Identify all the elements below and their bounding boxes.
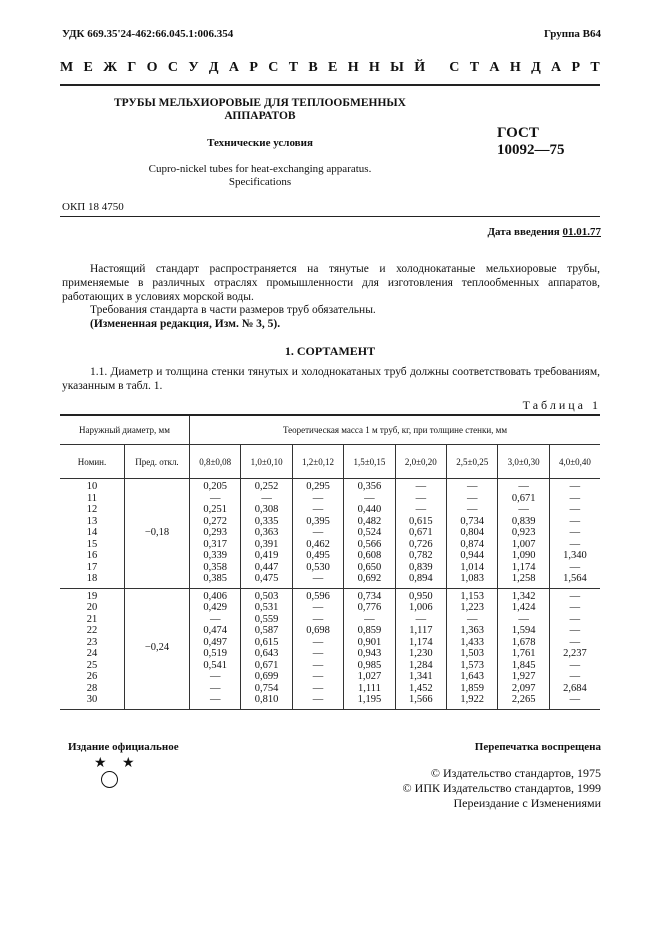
paragraph-requirement: Требования стандарта в части размеров труб обязательны. — [90, 304, 376, 316]
mass-value: 0,335 — [254, 515, 279, 527]
mass-value: 1,284 — [409, 659, 433, 671]
mass-value: — — [569, 636, 581, 648]
mass-value: 0,358 — [203, 561, 228, 573]
mass-value: 0,608 — [357, 550, 382, 561]
table-caption: Таблица 1 — [522, 398, 601, 412]
mass-value: 1,503 — [460, 648, 485, 659]
paragraph-amendment: (Измененная редакция, Изм. № 3, 5). — [90, 318, 281, 330]
banner-letter: Е — [328, 60, 338, 75]
table-group-2 — [60, 588, 600, 709]
mass-value: 0,419 — [254, 550, 279, 561]
mass-value: 0,671 — [409, 527, 433, 538]
mass-value: 1,223 — [460, 602, 485, 613]
mass-value: — — [312, 659, 324, 671]
mass-value: — — [364, 492, 375, 504]
nominal-diameter: 23 — [86, 636, 98, 648]
banner-letter: Н — [509, 60, 521, 75]
dimensions-table — [60, 414, 600, 710]
mass-value: — — [364, 613, 375, 625]
mass-value: 0,272 — [203, 515, 228, 527]
mass-value: 0,482 — [357, 515, 382, 527]
mass-value: — — [209, 671, 221, 682]
mass-value: — — [312, 573, 324, 584]
table-row — [60, 479, 600, 589]
english-title — [100, 163, 420, 189]
mass-value: 0,754 — [254, 682, 279, 694]
mass-value: 1,090 — [511, 550, 536, 561]
mass-value: 0,293 — [203, 527, 228, 538]
nominal-diameter: 21 — [86, 613, 98, 625]
paragraph-1-1: 1.1. Диаметр и толщина стенки тянутых и холоднокатаных труб должны соответствовать требованиям, указанным в табл. 1. — [62, 366, 600, 392]
mass-value: 0,385 — [203, 573, 228, 584]
cell-mass-column — [241, 588, 292, 709]
mass-value: — — [569, 504, 581, 515]
banner-letter: Т — [469, 60, 480, 75]
banner-letter: Г — [127, 60, 137, 75]
nominal-diameter: 17 — [86, 561, 98, 573]
date-value: 01.01.77 — [562, 226, 601, 238]
mass-value: — — [312, 602, 324, 613]
mass-value: — — [569, 613, 581, 625]
mass-value: — — [569, 602, 581, 613]
mass-value: — — [312, 492, 324, 504]
cell-nominal-diameters — [60, 588, 125, 709]
mass-value: 0,985 — [357, 659, 382, 671]
mass-value: 0,295 — [306, 481, 330, 492]
mass-value: — — [569, 590, 581, 602]
mass-value: 0,503 — [254, 590, 279, 602]
english-title-line2: Specifications — [228, 176, 292, 188]
group-code: Группа В64 — [543, 28, 601, 40]
banner-letter: С — [268, 60, 279, 75]
mass-value: 1,111 — [357, 682, 381, 694]
mass-value: 0,497 — [203, 636, 228, 648]
mass-value: — — [312, 504, 324, 515]
mass-value: 0,391 — [254, 538, 279, 550]
paragraph-scope: Настоящий стандарт распространяется на тянутые и холоднокатаные мельхиоровые трубы, применяемые в различных отраслях промышленности для изготовления теплообменных аппаратов, работающих в условиях морской воды. — [62, 263, 600, 303]
okp-code: ОКП 18 4750 — [62, 201, 124, 213]
top-rule — [60, 84, 600, 86]
mass-value: 0,944 — [460, 550, 485, 561]
mass-value: 1,153 — [460, 590, 485, 602]
mass-value: 0,776 — [357, 602, 382, 613]
cell-mass-column — [395, 479, 446, 589]
standard-banner — [60, 60, 600, 76]
nominal-diameter: 20 — [86, 602, 98, 613]
mass-value: — — [569, 625, 581, 636]
official-edition: Издание официальное — [68, 741, 179, 753]
cell-mass-column — [549, 479, 600, 589]
mass-value: 1,643 — [460, 671, 485, 682]
mass-value: 0,530 — [306, 561, 330, 573]
mass-value: — — [209, 682, 221, 694]
mass-value: — — [466, 613, 478, 625]
mass-value: — — [466, 504, 478, 515]
mass-value: — — [415, 504, 427, 515]
mass-value: 1,424 — [511, 602, 536, 613]
mass-value: 1,845 — [511, 659, 536, 671]
mass-value: 2,265 — [511, 694, 536, 705]
mass-value: 1,014 — [460, 561, 485, 573]
udk-code: УДК 669.35'24-462:66.045.1:006.354 — [62, 28, 234, 40]
table-subheader-row — [60, 445, 600, 479]
cell-mass-column — [395, 588, 446, 709]
mass-value: 0,541 — [203, 659, 228, 671]
mass-value: 0,943 — [357, 648, 382, 659]
cell-mass-column — [241, 479, 292, 589]
header-thickness: 0,8±0,08 — [190, 445, 241, 479]
mass-value: — — [569, 481, 581, 492]
mass-value: 0,671 — [254, 659, 279, 671]
mass-value: 1,927 — [511, 671, 536, 682]
nominal-diameter: 24 — [86, 648, 98, 659]
mass-value: 1,452 — [409, 682, 433, 694]
mass-value: 0,950 — [409, 590, 433, 602]
banner-letter: Ы — [390, 60, 404, 75]
mass-value: 1,433 — [460, 636, 485, 648]
cell-mass-column — [549, 588, 600, 709]
mass-value: 0,615 — [409, 515, 433, 527]
mass-value: 1,006 — [409, 602, 433, 613]
header-thickness: 1,2±0,12 — [292, 445, 343, 479]
mass-value: 0,615 — [254, 636, 279, 648]
stars-icon: ★ ★ — [94, 756, 141, 771]
mass-value: 0,734 — [357, 590, 382, 602]
mass-value: 1,678 — [511, 636, 536, 648]
mass-value: 1,027 — [357, 671, 382, 682]
nominal-diameter: 26 — [86, 671, 98, 682]
mass-value: 0,475 — [254, 573, 279, 584]
mass-value: — — [518, 504, 529, 515]
mass-value: 0,251 — [203, 504, 228, 515]
mass-value: 0,650 — [357, 561, 382, 573]
banner-letter: У — [188, 60, 199, 75]
header-thickness: 3,0±0,30 — [498, 445, 549, 479]
banner-letter: Т — [288, 60, 299, 75]
intro-date — [487, 226, 601, 238]
cell-mass-column — [498, 479, 549, 589]
mass-value: 1,195 — [357, 694, 382, 705]
mass-value: — — [312, 682, 324, 694]
nominal-diameter: 19 — [86, 590, 98, 602]
mass-value: — — [261, 492, 272, 504]
mass-value: 0,205 — [203, 481, 228, 492]
mass-value: 0,440 — [357, 504, 382, 515]
mass-value: 0,559 — [254, 613, 279, 625]
document-title: ТРУБЫ МЕЛЬХИОРОВЫЕ ДЛЯ ТЕПЛООБМЕННЫХ АППАРАТОВ — [114, 97, 406, 122]
header-thickness: 2,0±0,20 — [395, 445, 446, 479]
table-group-1 — [60, 479, 600, 589]
banner-letter: Й — [414, 60, 426, 75]
mass-value: 2,237 — [563, 648, 587, 659]
mass-value: 1,117 — [409, 625, 433, 636]
mass-value: 0,395 — [306, 515, 330, 527]
header-deviation: Пред. откл. — [125, 445, 190, 479]
mass-value: 0,734 — [460, 515, 485, 527]
header-nominal: Номин. — [60, 445, 125, 479]
copyright-1999: © ИПК Издательство стандартов, 1999 — [402, 781, 601, 795]
banner-letter — [435, 60, 439, 76]
mass-value: 0,839 — [511, 515, 536, 527]
banner-letter: А — [551, 60, 562, 75]
mass-value: — — [312, 694, 324, 705]
mass-value: 0,429 — [203, 602, 228, 613]
banner-letter: О — [146, 60, 158, 75]
mass-value: 0,566 — [357, 538, 382, 550]
mass-value: 0,874 — [460, 538, 485, 550]
mass-value: 0,406 — [203, 590, 228, 602]
mass-value: 0,671 — [511, 492, 536, 504]
mass-value: 1,007 — [511, 538, 536, 550]
mass-value: 1,566 — [409, 694, 433, 705]
mass-value: 0,252 — [254, 481, 279, 492]
mass-value: — — [312, 527, 324, 538]
mass-value: 1,363 — [460, 625, 485, 636]
mass-value: 1,174 — [511, 561, 536, 573]
nominal-diameter: 22 — [86, 625, 98, 636]
mass-value: 1,761 — [511, 648, 536, 659]
nominal-diameter: 12 — [86, 504, 98, 515]
banner-letter: Т — [590, 60, 600, 75]
header-thickness: 1,5±0,15 — [344, 445, 395, 479]
banner-letter: Д — [531, 60, 541, 75]
english-title-line1: Cupro-nickel tubes for heat-exchanging apparatus. — [148, 163, 372, 175]
nominal-diameter: 10 — [86, 481, 98, 492]
reprint-notice: Перепечатка воспрещена — [474, 741, 601, 753]
mass-value: — — [415, 492, 427, 504]
header-diameter: Наружный диаметр, мм — [60, 415, 190, 445]
mass-value: — — [466, 492, 478, 504]
mass-value: 0,447 — [254, 561, 279, 573]
mass-value: 1,859 — [460, 682, 485, 694]
banner-letter: Н — [368, 60, 380, 75]
nominal-diameter: 30 — [86, 694, 98, 705]
mass-value: 0,923 — [511, 527, 536, 538]
mass-value: — — [312, 648, 324, 659]
table-row — [60, 588, 600, 709]
mass-value: 1,342 — [511, 590, 536, 602]
cell-mass-column — [344, 479, 395, 589]
mass-value: 0,524 — [357, 527, 382, 538]
mass-value: — — [569, 671, 581, 682]
mass-value: — — [569, 538, 581, 550]
mass-value: 0,339 — [203, 550, 228, 561]
nominal-diameter: 25 — [86, 659, 98, 671]
cell-mass-column — [190, 588, 241, 709]
mass-value: — — [569, 659, 581, 671]
nominal-diameter: 28 — [86, 682, 98, 694]
header-thickness: 2,5±0,25 — [447, 445, 498, 479]
mass-value: — — [209, 613, 221, 625]
copyright-block — [403, 766, 601, 811]
document-subtitle: Технические условия — [207, 137, 313, 149]
mass-value: 0,839 — [409, 561, 433, 573]
mass-value: 1,230 — [409, 648, 433, 659]
banner-letter: Д — [208, 60, 219, 75]
header-thickness: 1,0±0,10 — [241, 445, 292, 479]
cell-mass-column — [447, 479, 498, 589]
mass-value: — — [312, 671, 324, 682]
nominal-diameter: 15 — [86, 538, 98, 550]
mass-value: 0,519 — [203, 648, 228, 659]
cell-mass-column — [292, 479, 343, 589]
cell-deviation: −0,18 — [125, 479, 190, 589]
mass-value: 0,356 — [357, 481, 382, 492]
cell-mass-column — [190, 479, 241, 589]
mass-value: 0,810 — [254, 694, 279, 705]
banner-letter: Ж — [103, 60, 118, 75]
banner-letter: В — [308, 60, 318, 75]
mass-value: 2,684 — [563, 682, 587, 694]
mass-value: — — [518, 481, 529, 492]
mass-value: — — [312, 613, 324, 625]
mass-value: 0,474 — [203, 625, 228, 636]
mass-value: — — [209, 694, 221, 705]
banner-letter: Р — [249, 60, 258, 75]
mass-value: 2,097 — [511, 682, 536, 694]
mass-value: 0,699 — [254, 671, 279, 682]
date-label: Дата введения — [487, 226, 560, 238]
banner-letter: А — [489, 60, 500, 75]
banner-letter: Н — [347, 60, 359, 75]
mass-value: 1,340 — [563, 550, 587, 561]
mass-value: 0,692 — [357, 573, 382, 584]
mass-value: — — [569, 527, 581, 538]
mass-value: 0,462 — [306, 538, 330, 550]
banner-letter: М — [60, 60, 74, 75]
mass-value: — — [569, 515, 581, 527]
mass-value: 0,317 — [203, 538, 228, 550]
mass-value: — — [518, 613, 529, 625]
nominal-diameter: 18 — [86, 573, 98, 584]
cell-deviation: −0,24 — [125, 588, 190, 709]
cell-mass-column — [292, 588, 343, 709]
mass-value: — — [415, 613, 427, 625]
mass-value: 0,495 — [306, 550, 330, 561]
circle-icon — [101, 771, 118, 788]
mass-value: 1,258 — [511, 573, 536, 584]
mass-value: — — [415, 481, 427, 492]
mass-value: — — [569, 561, 581, 573]
banner-letter: Р — [571, 60, 581, 75]
header-thickness: 4,0±0,40 — [549, 445, 600, 479]
mass-value: 0,894 — [409, 573, 433, 584]
cell-mass-column — [498, 588, 549, 709]
mass-value: 0,726 — [409, 538, 433, 550]
mass-value: 0,363 — [254, 527, 279, 538]
mass-value: 0,859 — [357, 625, 382, 636]
mass-value: 0,587 — [254, 625, 279, 636]
banner-letter: С — [449, 60, 460, 75]
mass-value: 0,308 — [254, 504, 279, 515]
mass-value: — — [569, 694, 581, 705]
mass-value: 1,594 — [511, 625, 536, 636]
mass-value: 0,596 — [306, 590, 330, 602]
section-title: 1. СОРТАМЕНТ — [284, 344, 376, 358]
mass-value: 1,083 — [460, 573, 485, 584]
mass-value: 0,804 — [460, 527, 485, 538]
table-header-row — [60, 415, 600, 445]
mass-value: — — [209, 492, 221, 504]
mass-value: 0,698 — [306, 625, 330, 636]
mid-rule — [60, 216, 600, 217]
mass-value: 0,643 — [254, 648, 279, 659]
nominal-diameter: 14 — [86, 527, 98, 538]
mass-value: — — [466, 481, 478, 492]
mass-value: 1,564 — [563, 573, 587, 584]
mass-value: — — [312, 636, 324, 648]
nominal-diameter: 16 — [86, 550, 98, 561]
gost-designation — [497, 125, 565, 159]
nominal-diameter: 11 — [86, 492, 98, 504]
gost-label: ГОСТ — [497, 125, 539, 141]
reissue-note: Переиздание с Изменениями — [453, 796, 601, 810]
gost-number: 10092—75 — [497, 142, 565, 158]
banner-letter: А — [228, 60, 240, 75]
mass-value: 1,174 — [409, 636, 433, 648]
mass-value: 1,922 — [460, 694, 485, 705]
banner-letter: С — [167, 60, 178, 75]
mass-value: 1,573 — [460, 659, 485, 671]
banner-letter: Е — [83, 60, 93, 75]
mass-value: 1,341 — [409, 671, 433, 682]
mass-value: 0,901 — [357, 636, 382, 648]
nominal-diameter: 13 — [86, 515, 98, 527]
header-mass: Теоретическая масса 1 м труб, кг, при толщине стенки, мм — [190, 415, 601, 445]
copyright-1975: © Издательство стандартов, 1975 — [430, 766, 601, 780]
mass-value: 0,782 — [409, 550, 433, 561]
cell-mass-column — [447, 588, 498, 709]
mass-value: 0,531 — [254, 602, 279, 613]
cell-mass-column — [344, 588, 395, 709]
cell-nominal-diameters — [60, 479, 125, 589]
mass-value: — — [569, 492, 581, 504]
